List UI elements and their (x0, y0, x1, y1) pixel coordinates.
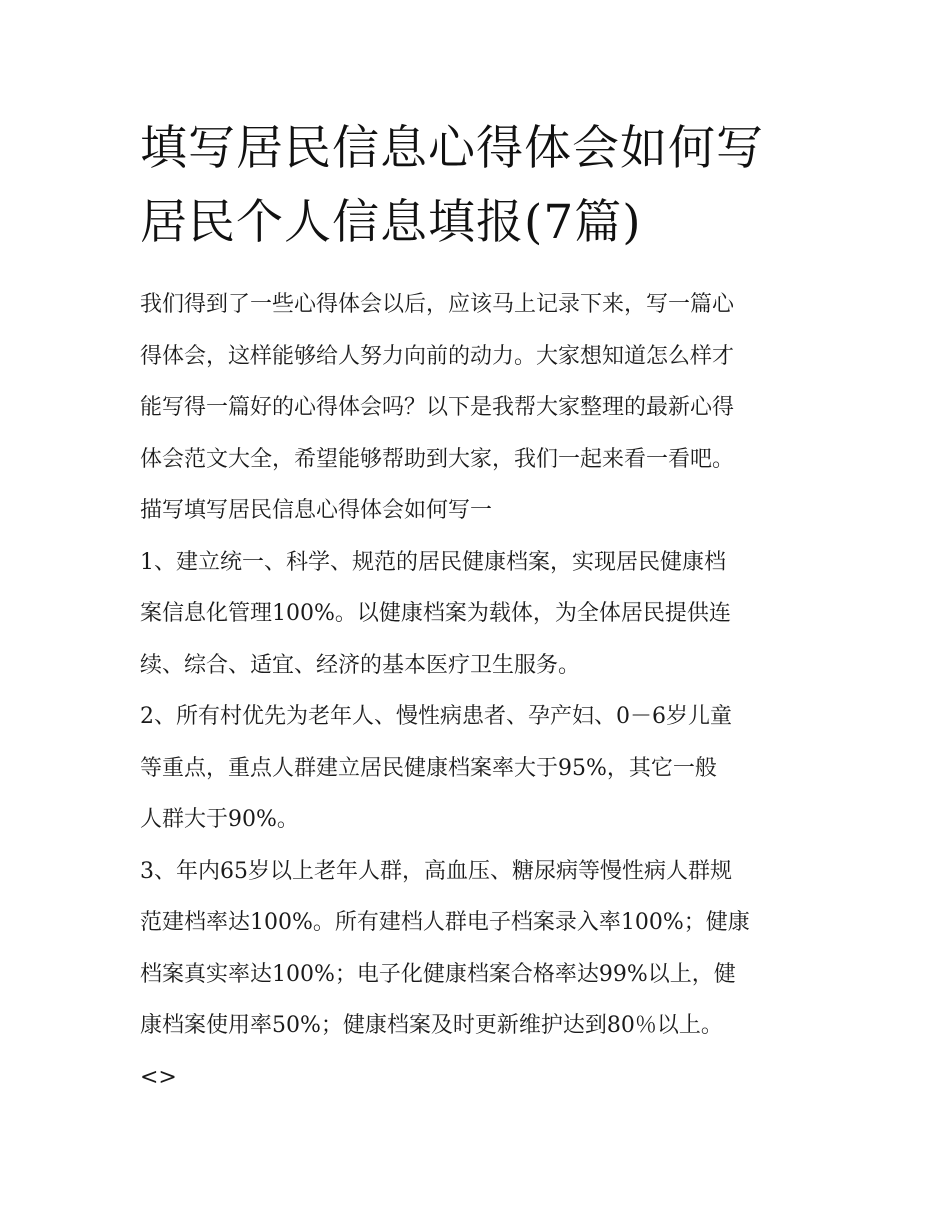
document-title (140, 112, 840, 260)
intro-line-2: 得体会，这样能够给人努力向前的动力。大家想知道怎么样才 (140, 343, 735, 369)
intro-paragraph (140, 279, 840, 485)
document-body (140, 279, 840, 1103)
title-line-2: 居民个人信息填报(7篇) (140, 195, 642, 250)
list-item-2 (140, 691, 840, 846)
item3-line-1: 3、年内65岁以上老年人群，高血压、糖尿病等慢性病人群规 (140, 858, 732, 884)
item3-line-3: 档案真实率达100%；电子化健康档案合格率达99%以上，健 (140, 961, 736, 987)
section-heading (140, 485, 840, 537)
item1-line-1: 1、建立统一、科学、规范的居民健康档案，实现居民健康档 (140, 549, 726, 575)
intro-line-1: 我们得到了一些心得体会以后，应该马上记录下来，写一篇心 (140, 292, 735, 317)
item2-line-1: 2、所有村优先为老年人、慢性病患者、孕产妇、0－6岁儿童 (140, 704, 732, 729)
item3-line-4: 康档案使用率50%；健康档案及时更新维护达到80％以上。 (140, 1013, 723, 1038)
item1-line-2: 案信息化管理100%。以健康档案为载体，为全体居民提供连 (140, 601, 731, 626)
list-item-1 (140, 537, 840, 692)
item2-line-2: 等重点，重点人群建立居民健康档案率大于95%，其它一般 (140, 755, 717, 781)
section-heading-text: 描写填写居民信息心得体会如何写一 (140, 498, 493, 523)
item1-line-3: 续、综合、适宜、经济的基本医疗卫生服务。 (140, 652, 581, 678)
title-line-1: 填写居民信息心得体会如何写 (140, 121, 764, 176)
intro-line-4: 体会范文大全，希望能够帮助到大家，我们一起来看一看吧。 (140, 446, 735, 472)
item3-line-2: 范建档率达100%。所有建档人群电子档案录入率100%；健康 (140, 910, 750, 935)
trailing-marker (140, 1052, 840, 1104)
trailing-text: <> (140, 1064, 177, 1090)
list-item-3 (140, 846, 840, 1052)
item2-line-3: 人群大于90%。 (140, 807, 299, 832)
intro-line-3: 能写得一篇好的心得体会吗？以下是我帮大家整理的最新心得 (140, 395, 735, 420)
